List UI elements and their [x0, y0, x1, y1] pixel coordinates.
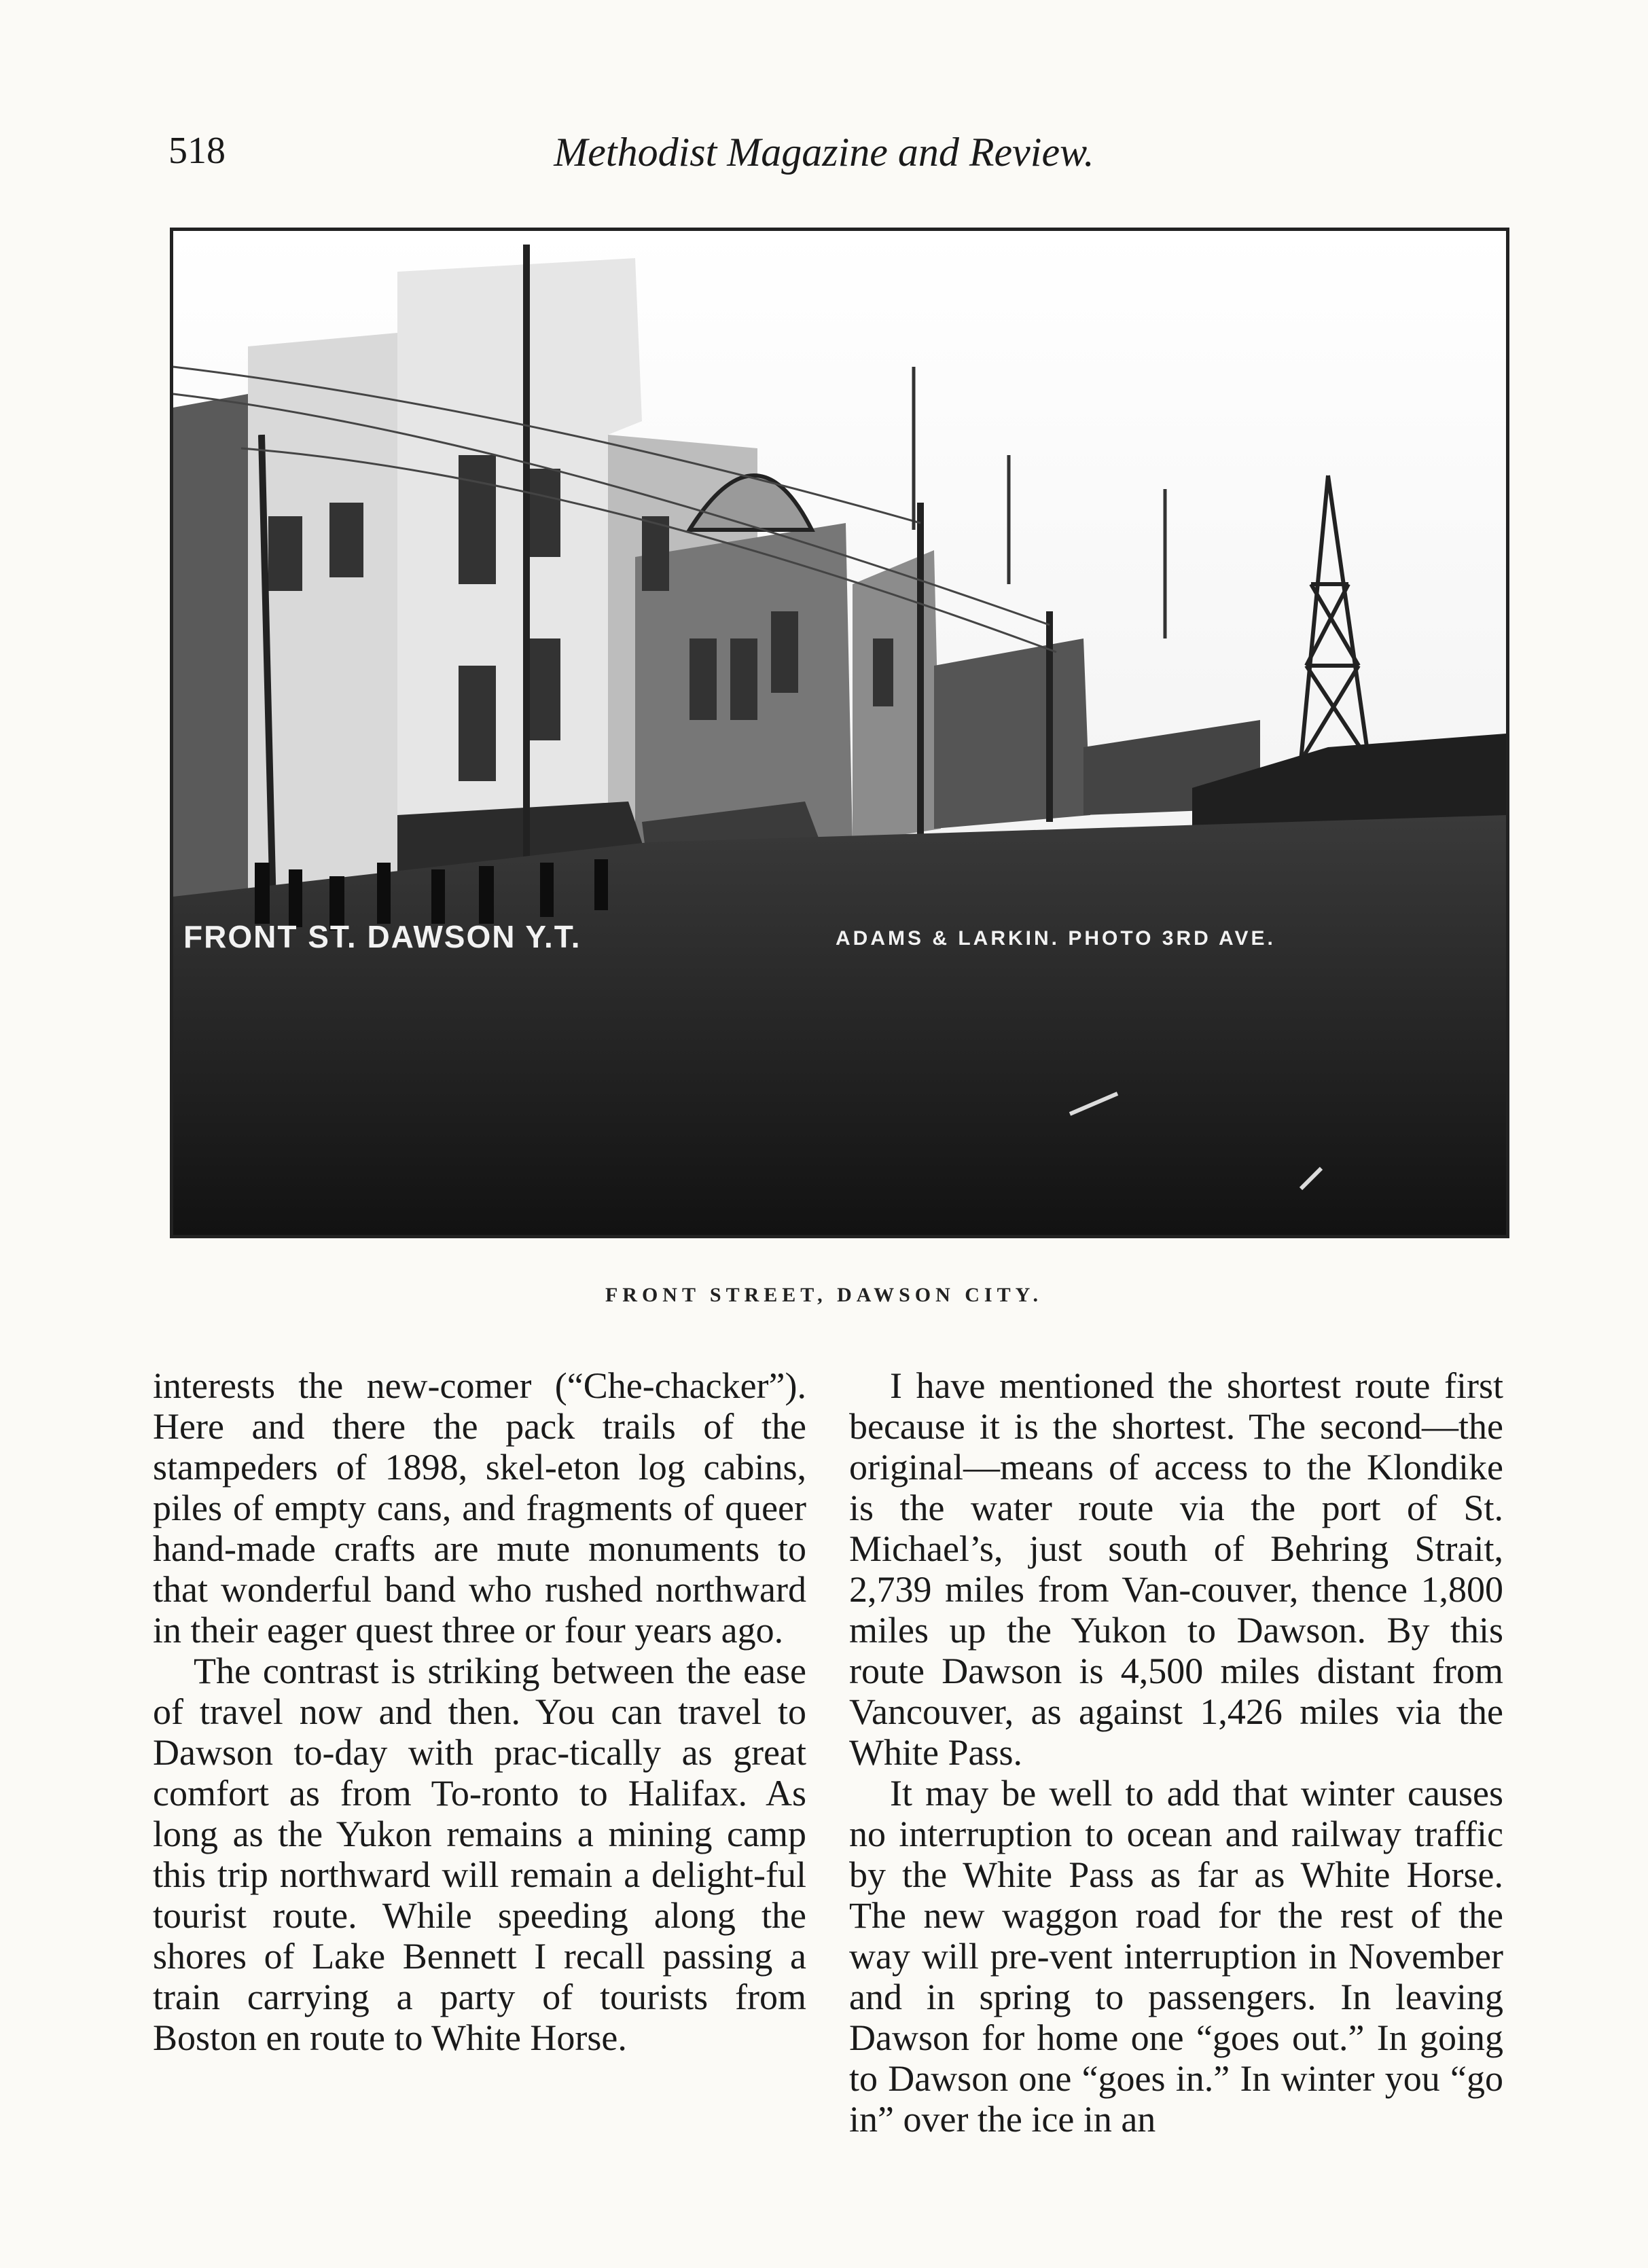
left-text-column: [153, 1365, 806, 2058]
page-number: 518: [168, 130, 226, 172]
street-photograph: [170, 228, 1509, 1238]
street-photograph-illustration: [173, 231, 1506, 1235]
paragraph: I have mentioned the shortest route first because it is the shortest. The second—the original—means of access to the Klondike is the water route via the port of St. Michael’s, just south of Behring Strait, 2,739 miles from Van-couver, thence 1,800 miles up the Yukon to Dawson. By this route Dawson is 4,500 miles distant from Vancouver, as against 1,426 miles via the White Pass.: [849, 1365, 1503, 1773]
paragraph: The contrast is striking between the ease of travel now and then. You can travel to Dawson to-day with prac-tically as great comfort as from To-ronto to Halifax. As long as the Yukon remains a mining camp this trip northward will remain a delight-ful tourist route. While speeding along the shores of Lake Bennett I recall passing a train carrying a party of tourists from Boston en route to White Horse.: [153, 1651, 806, 2058]
running-title: Methodist Magazine and Review.: [554, 130, 1094, 175]
photo-inscription-credit: ADAMS & LARKIN. PHOTO 3RD AVE.: [836, 927, 1276, 950]
page-header: [0, 129, 1648, 190]
right-text-column: [849, 1365, 1503, 2140]
photo-inscription-location: FRONT ST. DAWSON Y.T.: [183, 919, 581, 954]
figure-caption: FRONT STREET, DAWSON CITY.: [605, 1284, 1043, 1306]
paragraph: It may be well to add that winter causes no interruption to ocean and railway traffic by the White Pass as far as White Horse. The new waggon road for the rest of the way will pre-vent interruption in November and in spring to passengers. In leaving Dawson for home one “goes out.” In going to Dawson one “goes in.” In winter you “go in” over the ice in an: [849, 1773, 1503, 2140]
paragraph: interests the new-comer (“Che-chacker”). Here and there the pack trails of the stampeders of 1898, skel-eton log cabins, piles of empty cans, and fragments of queer hand-made crafts are mute monuments to that wonderful band who rushed northward in their eager quest three or four years ago.: [153, 1365, 806, 1651]
